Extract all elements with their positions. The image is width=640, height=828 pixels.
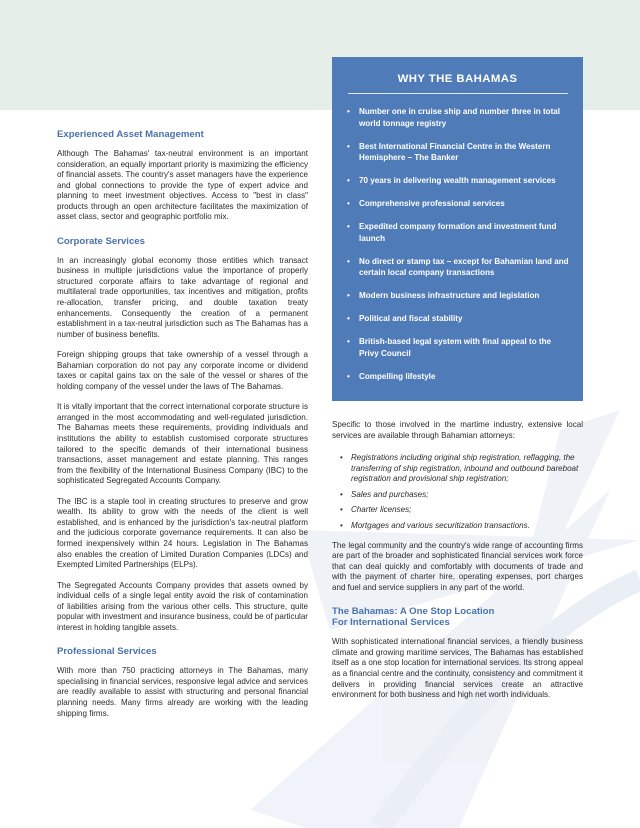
corporate-paragraph-4: The IBC is a staple tool in creating structures to preserve and grow wealth. Its ability to grow with the needs of the client is well established, and is enhanced by the jurisdiction's tax-neutral platform and the judicious corporate governance requirements. It can also be formed inexpensively within 24 hours. Legislation in The Bahamas also enables the creation of Limited Duration Companies (LDCs) and Exempted Limited Partnerships (ELPs). bbox=[57, 496, 308, 570]
bullet-icon: • bbox=[347, 107, 350, 116]
bullet-icon: • bbox=[347, 291, 350, 300]
bullet-icon: • bbox=[347, 256, 350, 266]
bullet-icon: • bbox=[340, 521, 343, 531]
bullet-icon: • bbox=[347, 141, 350, 151]
panel-item: • Number one in cruise ship and number three in total world tonnage registry bbox=[347, 107, 561, 128]
legal-community-paragraph: The legal community and the country's wide range of accounting firms are part of the broader and sophisticated financial services work force that can deal quickly and comfortably with documents of trade and with the payment of charter hire, operating expenses, port charges and fuel and service suppliers in any part of the world. bbox=[332, 540, 583, 592]
professional-paragraph: With more than 750 practicing attorneys in The Bahamas, many specialising in financial services, responsive legal advice and services are readily available to assist with structuring and personal financial planning needs. Many firms already are working with the leading shipping firms. bbox=[57, 666, 308, 718]
bullet-icon: • bbox=[347, 222, 350, 231]
panel-item: • Expedited company formation and investment fund launch bbox=[347, 222, 557, 243]
panel-item: • Modern business infrastructure and legislation bbox=[347, 291, 540, 300]
panel-item: • 70 years in delivering wealth management services bbox=[347, 176, 556, 185]
right-column bbox=[332, 420, 583, 711]
asset-management-paragraph: Although The Bahamas' tax-neutral environment is an important consideration, an equally important priority is maximizing the efficiency of financial assets. The country's asset managers have the experience and global connections to provide the type of expert advice and planning to meet investment objectives. Access to "best in class" products through an open architecture facilitates the maximization of asset class, sector and geographic portfolio mix. bbox=[57, 149, 308, 222]
bullet-icon: • bbox=[347, 371, 350, 381]
why-bahamas-panel bbox=[332, 57, 583, 401]
panel-item: • No direct or stamp tax – except for Bahamian land and certain local company transactions bbox=[347, 256, 569, 277]
corporate-paragraph-5: The Segregated Accounts Company provides that assets owned by individual cells of a single legal entity avoid the risk of contamination of liabilities arising from the various other cells. This structure, quite popular with investment and insurance business, could be of particular interest in holding tangible assets. bbox=[57, 580, 308, 632]
corporate-paragraph-1: In an increasingly global economy those entities which transact business in multiple jurisdictions value the importance of properly structured corporate affairs to take advantage of regional and multilateral trade opportunities, tax incentives and mitigation, profits re-allocation, transfer pricing, and double taxation treaty enhancements. Consequently the creation of a permanent establishment in a tax-neutral jurisdiction such as The Bahamas has a number of business benefits. bbox=[57, 255, 308, 339]
heading-asset-management: Experienced Asset Management bbox=[57, 129, 204, 140]
panel-item: • British-based legal system with final appeal to the Privy Council bbox=[347, 337, 552, 358]
list-item: • Registrations including original ship registration, reflagging, the transferring of ship registration, inbound and outbound bareboat registration and provisional ship registration; bbox=[340, 453, 579, 484]
corporate-paragraph-3: It is vitally important that the correct international corporate structure is arranged in the most accommodating and well-regulated jurisdiction. The Bahamas meets these requirements, providing individuals and institutions the ability to establish customised corporate structures tailored to the specific demands of their international business transactions, asset management and estate planning. This ranges from the flexibility of the International Business Company (IBC) to the sophisticated Segregated Accounts Company. bbox=[57, 402, 308, 486]
heading-line-2: For International Services bbox=[332, 617, 450, 629]
list-item: • Charter licenses; bbox=[340, 505, 412, 515]
bullet-icon: • bbox=[340, 489, 343, 499]
heading-corporate-services: Corporate Services bbox=[57, 235, 145, 247]
bullet-icon: • bbox=[347, 199, 350, 208]
panel-item: • Comprehensive professional services bbox=[347, 199, 505, 208]
panel-list bbox=[332, 106, 583, 382]
list-item: • Sales and purchases; bbox=[340, 489, 429, 499]
heading-one-stop-location bbox=[332, 606, 583, 628]
bullet-icon: • bbox=[340, 505, 343, 515]
panel-divider bbox=[348, 93, 568, 94]
panel-item: • Best International Financial Centre in the Western Hemisphere – The Banker bbox=[347, 141, 551, 162]
bullet-icon: • bbox=[347, 337, 350, 346]
maritime-services-list bbox=[332, 453, 583, 532]
bullet-icon: • bbox=[347, 176, 350, 185]
heading-professional-services: Professional Services bbox=[57, 646, 157, 658]
panel-item: • Political and fiscal stability bbox=[347, 314, 463, 323]
list-item: • Mortgages and various securitization transactions. bbox=[340, 521, 530, 531]
heading-line-1: The Bahamas: A One Stop Location bbox=[332, 606, 495, 618]
panel-title: WHY THE BAHAMAS bbox=[397, 73, 518, 85]
bullet-icon: • bbox=[347, 314, 350, 323]
left-column bbox=[57, 129, 308, 729]
bullet-icon: • bbox=[340, 453, 343, 463]
panel-item: • Compelling lifestyle bbox=[347, 371, 436, 381]
corporate-paragraph-2: Foreign shipping groups that take ownership of a vessel through a Bahamian corporation do not pay any corporate income or dividend taxes or capital gains tax on the sale of the vessel or shares of the holding company of the vessel under the laws of The Bahamas. bbox=[57, 350, 308, 391]
one-stop-paragraph: With sophisticated international financial services, a friendly business climate and growing maritime services, The Bahamas has established itself as a one stop location for international services. Its strong appeal as a financial centre and the continuity, consistency and commitment it delivers in providing financial services create an attractive environment for both business and high net worth individuals. bbox=[332, 637, 583, 700]
maritime-intro: Specific to those involved in the martime industry, extensive local services are available through Bahamian attorneys: bbox=[332, 420, 583, 440]
